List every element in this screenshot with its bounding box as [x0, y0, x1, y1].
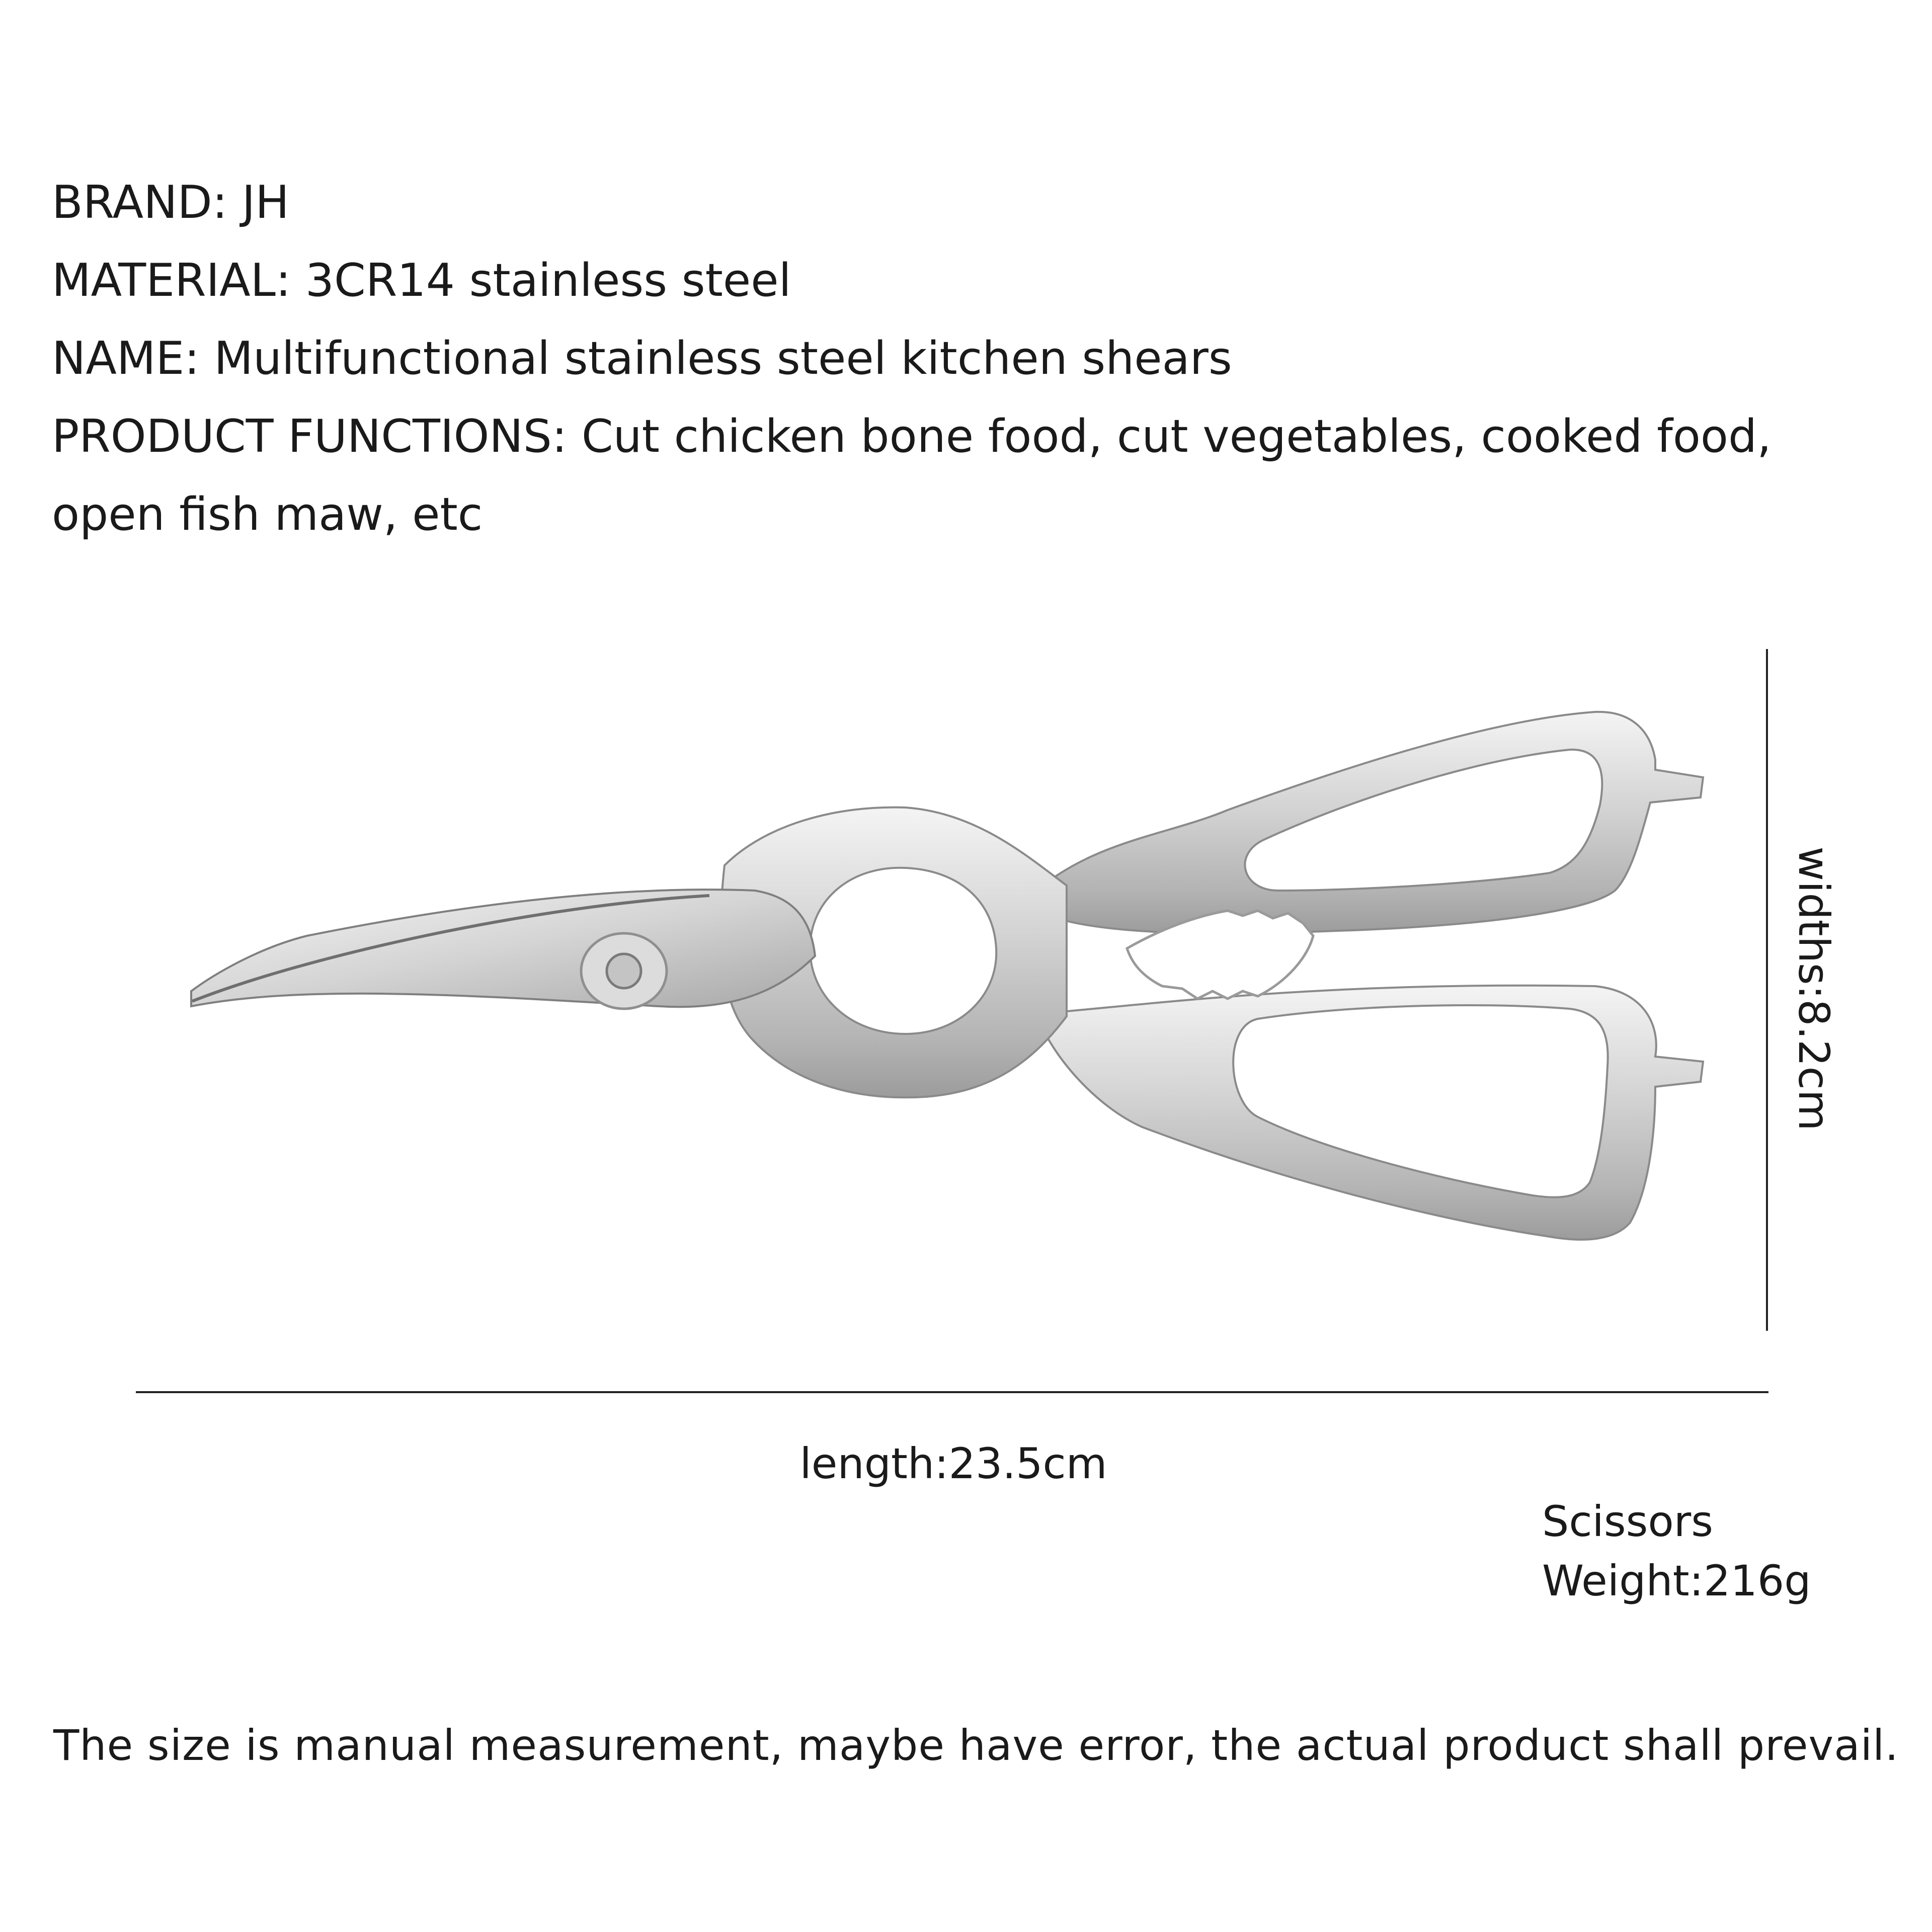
spec-name-value: Multifunctional stainless steel kitchen shears	[214, 332, 1232, 385]
weight-info	[1542, 1492, 1811, 1611]
spec-material-label: MATERIAL:	[52, 254, 291, 307]
kitchen-shears-image	[181, 674, 1741, 1328]
length-dimension-line	[136, 1391, 1768, 1393]
spec-brand-label: BRAND:	[52, 176, 228, 229]
spec-name-label: NAME:	[52, 332, 200, 385]
spec-material-value: 3CR14 stainless steel	[305, 254, 791, 307]
weight-line-1: Scissors	[1542, 1497, 1714, 1546]
length-label: length:23.5cm	[799, 1439, 1107, 1488]
spec-brand-value: JH	[242, 176, 289, 229]
blade	[191, 890, 815, 1007]
spec-brand	[52, 164, 1863, 242]
width-dimension-line	[1766, 649, 1768, 1331]
spec-material	[52, 242, 1863, 319]
spec-list	[52, 164, 1863, 553]
upper-handle	[1036, 712, 1703, 933]
spec-name	[52, 319, 1863, 397]
weight-line-2: Weight:216g	[1542, 1556, 1811, 1605]
spec-functions-value: Cut chicken bone food, cut vegetables, cooked food, open fish maw, etc	[52, 410, 1772, 541]
disclaimer-text: The size is manual measurement, maybe have error, the actual product shall prevail.	[53, 1721, 1899, 1770]
width-label: widths:8.2cm	[1789, 846, 1838, 1131]
lower-handle	[1036, 986, 1703, 1240]
spec-functions-label: PRODUCT FUNCTIONS:	[52, 410, 568, 463]
pivot-screw	[607, 954, 641, 988]
spec-functions	[52, 397, 1843, 553]
